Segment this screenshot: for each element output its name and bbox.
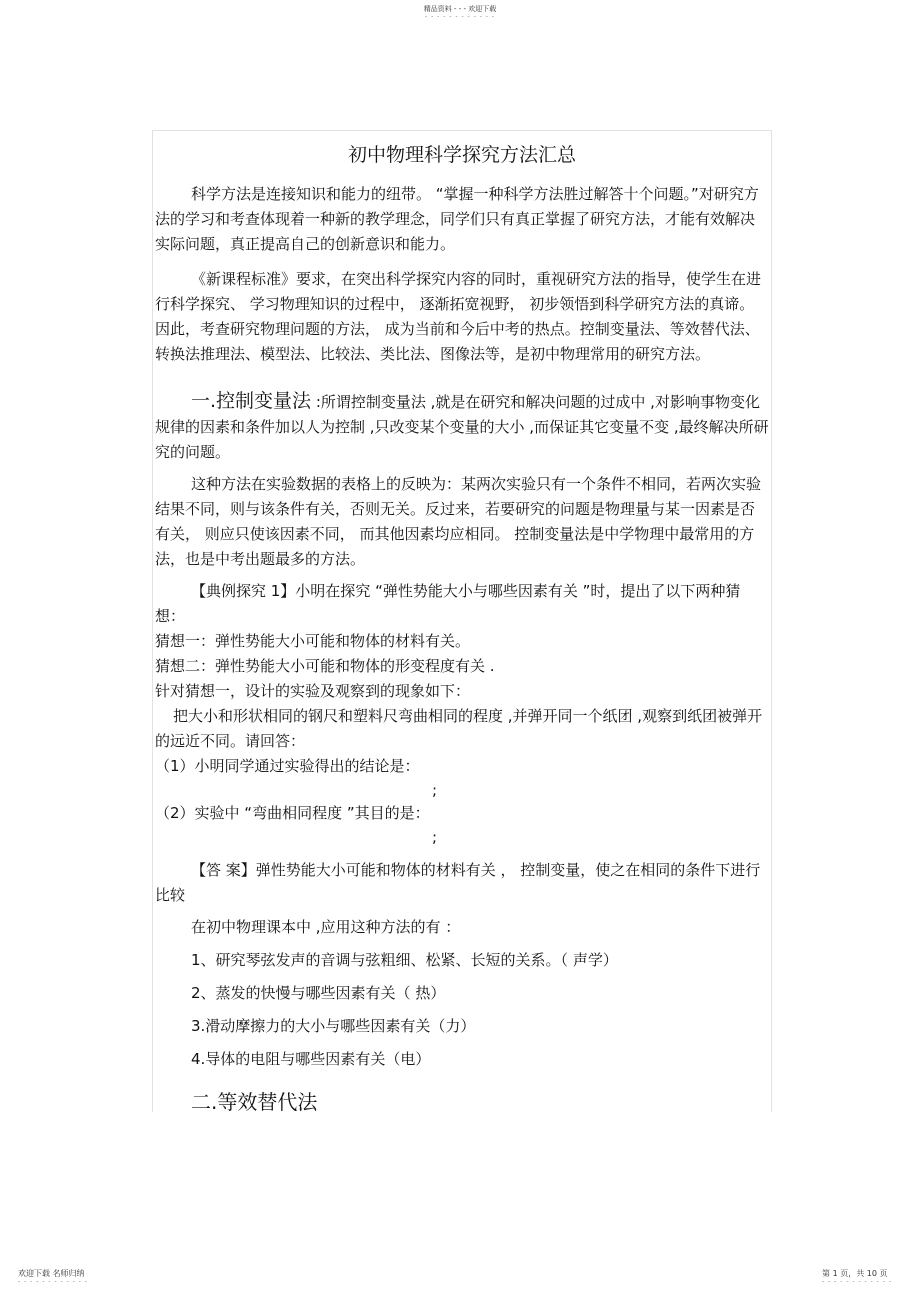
guess-1: 猜想一：弹性势能大小可能和物体的材料有关。 [155,632,471,650]
question-2-blank: ; [431,828,437,846]
footer-right-dashes: - - - - - - - - - - - - [822,1278,892,1285]
application-intro: 在初中物理课本中 ,应用这种方法的有 ： [191,918,461,936]
section-1-heading: 一.控制变量法 [191,390,312,412]
section-1-definition: :所谓控制变量法 ,就是在研究和解决问题的过成中 ,对影响事物变化规律的因素和条件加以人为控制 ,只改变某个变量的大小 ,而保证其它变量不变 ,最终解决所研究的问题。 [155,393,769,461]
section-2-heading: 二.等效替代法 [191,1090,318,1114]
header-dashes: - - - - - - - - - - - - [425,13,495,20]
list-item: 2、蒸发的快慢与哪些因素有关（ 热） [191,984,446,1002]
question-2: （2）实验中 “弯曲相同程度 ”其目的是： [155,804,430,822]
list-item: 1、研究琴弦发声的音调与弦粗细、松紧、长短的关系。（ 声学） [191,951,618,969]
example-intro: 【典例探究 1】小明在探究 “弹性势能大小与哪些因素有关 ”时，提出了以下两种猜想： [155,582,741,625]
footer-left [18,1268,88,1285]
experiment-design: 针对猜想一，设计的实验及观察到的现象如下： [155,682,471,700]
question-1: （1）小明同学通过实验得出的结论是： [155,757,420,775]
page-number: 第 1 页，共 10 页 [822,1269,888,1278]
section-1-paragraph-2: 这种方法在实验数据的表格上的反映为：某两次实验只有一个条件不相同，若两次实验结果不同，则与该条件有关，否则无关。反过来，若要研究的问题是物理量与某一因素是否有关， 则应只使该因素不同， 而其他因素均应相同。 控制变量法是中学物理中最常用的方法，也是中考出题最多的方法。 [155,475,762,568]
footer-left-text: 欢迎下载 名师归纳 [18,1269,85,1278]
document-body [155,142,769,1116]
footer-right [822,1268,892,1285]
intro-paragraph-2: 《新课程标准》要求，在突出科学探究内容的同时，重视研究方法的指导，使学生在进行科学探究、 学习物理知识的过程中， 逐渐拓宽视野， 初步领悟到科学研究方法的真谛。 因此，考查研究物理问题的方法， 成为当前和今后中考的热点。控制变量法、等效替代法、转换法推理法、模型法、比较法、类比法、图像法等，是初中物理常用的研究方法。 [155,270,762,363]
answer: 【答 案】弹性势能大小可能和物体的材料有关 ， 控制变量，使之在相同的条件下进行比较 [155,861,761,904]
page-header [0,4,920,20]
intro-paragraph-1: 科学方法是连接知识和能力的纽带。 “掌握一种科学方法胜过解答十个问题。”对研究方法的学习和考查体现着一种新的教学理念，同学们只有真正掌握了研究方法，才能有效解决实际问题，真正提高自己的创新意识和能力。 [155,185,759,253]
list-item: 4.导体的电阻与哪些因素有关（电） [191,1050,431,1068]
list-item: 3.滑动摩擦力的大小与哪些因素有关（力） [191,1017,476,1035]
header-text: 精品资料 - - - 欢迎下载 [423,5,497,13]
experiment-setup: 把大小和形状相同的钢尺和塑料尺弯曲相同的程度 ,并弹开同一个纸团 ,观察到纸团被弹开的远近不同。请回答： [155,707,763,750]
guess-2: 猜想二：弹性势能大小可能和物体的形变程度有关 . [155,657,495,675]
section-1-paragraph [155,389,769,465]
question-1-blank: ; [431,781,437,799]
footer-left-dashes: - - - - - - - - - - - - [18,1278,88,1285]
document-title: 初中物理科学探究方法汇总 [347,144,576,166]
